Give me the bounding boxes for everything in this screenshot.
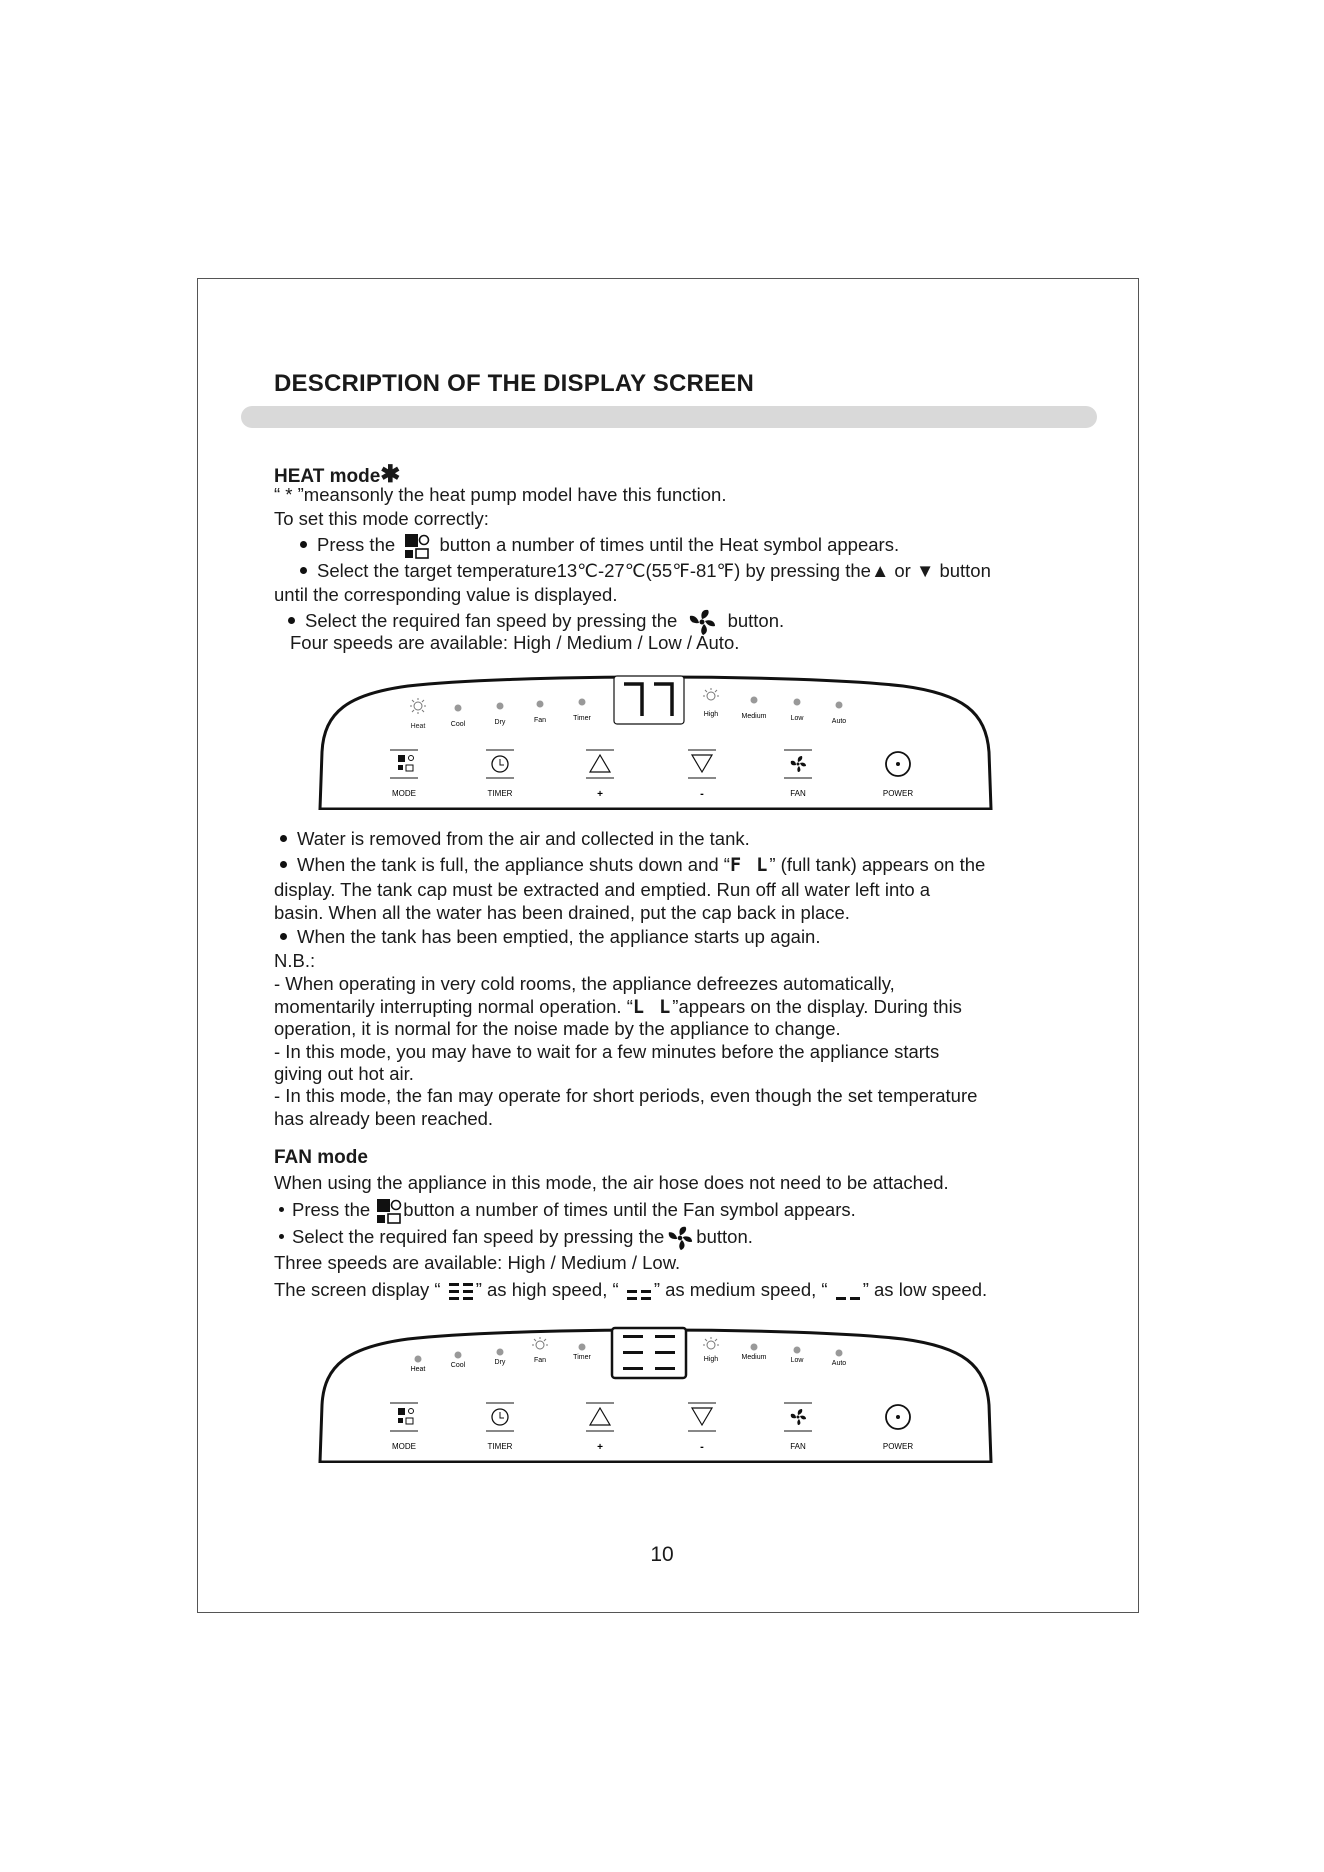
full-tank-code: F L <box>729 855 770 876</box>
bullet-text: ” (full tank) appears on the <box>769 854 986 875</box>
nb-line-4: - In this mode, you may have to wait for a few minutes before the appliance starts <box>274 1041 940 1062</box>
fan-text: button. <box>696 1225 753 1247</box>
medium-speed-dot <box>751 1344 758 1351</box>
fan-line-5 <box>274 1279 987 1301</box>
plus-button-label: + <box>597 789 603 800</box>
title-divider-bar <box>241 406 1097 428</box>
indicator-label-timer: Timer <box>573 1354 591 1361</box>
speed-label-medium: Medium <box>741 1354 767 1361</box>
medium-speed-dashes-icon <box>626 1281 652 1301</box>
minus-button-label: - <box>700 788 704 800</box>
step-text: Press the <box>317 533 396 555</box>
timer-indicator-dot <box>579 1344 586 1351</box>
fan-line-2 <box>276 1198 856 1224</box>
high-speed-dashes-icon <box>448 1281 474 1301</box>
indicator-label-timer: Timer <box>573 715 591 722</box>
nb-line-1: - When operating in very cold rooms, the appliance defreezes automatically, <box>274 973 895 994</box>
step-text: button. <box>727 609 785 631</box>
step-text: Select the required fan speed by pressing the <box>305 609 678 631</box>
mode-button-label: MODE <box>392 789 416 798</box>
control-panel-fan <box>318 1325 993 1463</box>
fan-line-3 <box>276 1225 753 1251</box>
heat-mode-title-text: HEAT mode <box>274 466 381 487</box>
page-title: DESCRIPTION OF THE DISPLAY SCREEN <box>274 370 755 397</box>
fan-button-label: FAN <box>790 1442 806 1451</box>
timer-button-label: TIMER <box>487 789 513 798</box>
indicator-label-heat: Heat <box>410 723 426 730</box>
medium-speed-dot <box>751 697 758 704</box>
indicator-label-heat: Heat <box>410 1366 426 1373</box>
fan-indicator-dot <box>537 701 544 708</box>
control-panel-heat <box>318 672 993 810</box>
nb-line-2 <box>274 996 962 1019</box>
dry-indicator-dot <box>497 1349 504 1356</box>
heat-step-3-cont: Four speeds are available: High / Medium / Low / Auto. <box>290 632 740 653</box>
indicator-label-fan: Fan <box>533 1357 547 1364</box>
power-button-label: POWER <box>882 1442 914 1451</box>
mode-button-label: MODE <box>392 1442 416 1451</box>
heat-bullet-2-cont-a: display. The tank cap must be extracted and emptied. Run off all water left into a <box>274 879 931 900</box>
nb-line-5: giving out hot air. <box>274 1063 414 1084</box>
fan-text: ” as high speed, “ <box>475 1279 619 1300</box>
cool-indicator-dot <box>455 1352 462 1359</box>
speed-label-high: High <box>703 1356 719 1363</box>
nb-text: momentarily interrupting normal operation. “ <box>274 996 633 1017</box>
fan-text: Select the required fan speed by pressing the <box>292 1225 665 1247</box>
bullet <box>300 541 307 548</box>
indicator-label-dry: Dry <box>494 1359 506 1366</box>
heat-step-1 <box>296 533 899 559</box>
heat-step-2-cont: until the corresponding value is displayed. <box>274 584 618 605</box>
low-speed-dashes-icon <box>835 1281 861 1301</box>
asterisk-icon: ✱ <box>380 461 401 488</box>
auto-speed-dot <box>836 1350 843 1357</box>
bullet <box>279 1207 284 1212</box>
bullet <box>300 567 307 574</box>
nb-line-3: operation, it is normal for the noise made by the appliance to change. <box>274 1018 841 1039</box>
fan-text: button a number of times until the Fan symbol appears. <box>403 1198 856 1220</box>
down-triangle-icon: ▼ <box>915 560 935 581</box>
power-button-label: POWER <box>882 789 914 798</box>
fan-mode-title: FAN mode <box>274 1147 368 1168</box>
mode-icon <box>376 1198 402 1224</box>
bullet <box>288 617 295 624</box>
speed-label-high: High <box>703 711 719 718</box>
step-text: button <box>939 560 991 581</box>
speed-label-auto: Auto <box>831 1360 847 1367</box>
indicator-label-dry: Dry <box>494 719 506 726</box>
up-triangle-icon: ▲ <box>870 560 890 581</box>
heat-bullet-2-cont-b: basin. When all the water has been drained, put the cap back in place. <box>274 902 850 923</box>
heat-intro: To set this mode correctly: <box>274 508 489 529</box>
mode-icon <box>404 533 430 559</box>
fan-text: The screen display “ <box>274 1279 441 1300</box>
nb-label: N.B.: <box>274 950 316 971</box>
nb-text: ”appears on the display. During this <box>672 996 962 1017</box>
nb-line-7: has already been reached. <box>274 1108 494 1129</box>
cool-indicator-dot <box>455 705 462 712</box>
nb-line-6: - In this mode, the fan may operate for short periods, even though the set temperature <box>274 1085 978 1106</box>
minus-button-label: - <box>700 1441 704 1453</box>
speed-label-medium: Medium <box>741 713 767 720</box>
plus-button-label: + <box>597 1442 603 1453</box>
fan-line-4: Three speeds are available: High / Medium / Low. <box>274 1252 681 1273</box>
indicator-label-fan: Fan <box>533 717 547 724</box>
indicator-label-cool: Cool <box>450 721 466 728</box>
page-number: 10 <box>650 1543 674 1566</box>
step-text: or <box>894 560 911 581</box>
low-speed-dot <box>794 1347 801 1354</box>
heat-note: “ * ”meansonly the heat pump model have this function. <box>274 484 727 505</box>
bullet-text: When the tank has been emptied, the appliance starts up again. <box>297 926 821 947</box>
auto-speed-dot <box>836 702 843 709</box>
defrost-code: L L <box>632 997 673 1018</box>
bullet <box>280 835 287 842</box>
fan-line-1: When using the appliance in this mode, the air hose does not need to be attached. <box>274 1172 949 1193</box>
bullet <box>280 861 287 868</box>
speed-label-low: Low <box>790 1357 804 1364</box>
timer-indicator-dot <box>579 699 586 706</box>
bullet <box>280 933 287 940</box>
heat-bullet-2 <box>276 854 985 877</box>
fan-text: ” as low speed. <box>862 1279 988 1300</box>
step-text: button a number of times until the Heat symbol appears. <box>439 533 900 555</box>
bullet-text: Water is removed from the air and collected in the tank. <box>297 828 750 849</box>
dry-indicator-dot <box>497 703 504 710</box>
heat-step-2 <box>296 560 991 582</box>
speed-label-low: Low <box>790 715 804 722</box>
bullet-text: When the tank is full, the appliance shuts down and “ <box>297 854 730 875</box>
indicator-label-cool: Cool <box>450 1362 466 1369</box>
timer-button-label: TIMER <box>487 1442 513 1451</box>
heat-bullet-1 <box>276 828 750 850</box>
fan-text: ” as medium speed, “ <box>653 1279 828 1300</box>
heat-bullet-3 <box>276 926 820 948</box>
fan-icon <box>665 1225 695 1251</box>
low-speed-dot <box>794 699 801 706</box>
speed-label-auto: Auto <box>831 718 847 725</box>
fan-button-label: FAN <box>790 789 806 798</box>
step-text: Select the target temperature13℃-27℃(55℉-81℉) by pressing the <box>317 560 871 581</box>
bullet <box>279 1234 284 1239</box>
heat-indicator-dot <box>415 1356 422 1363</box>
fan-text: Press the <box>292 1198 371 1220</box>
